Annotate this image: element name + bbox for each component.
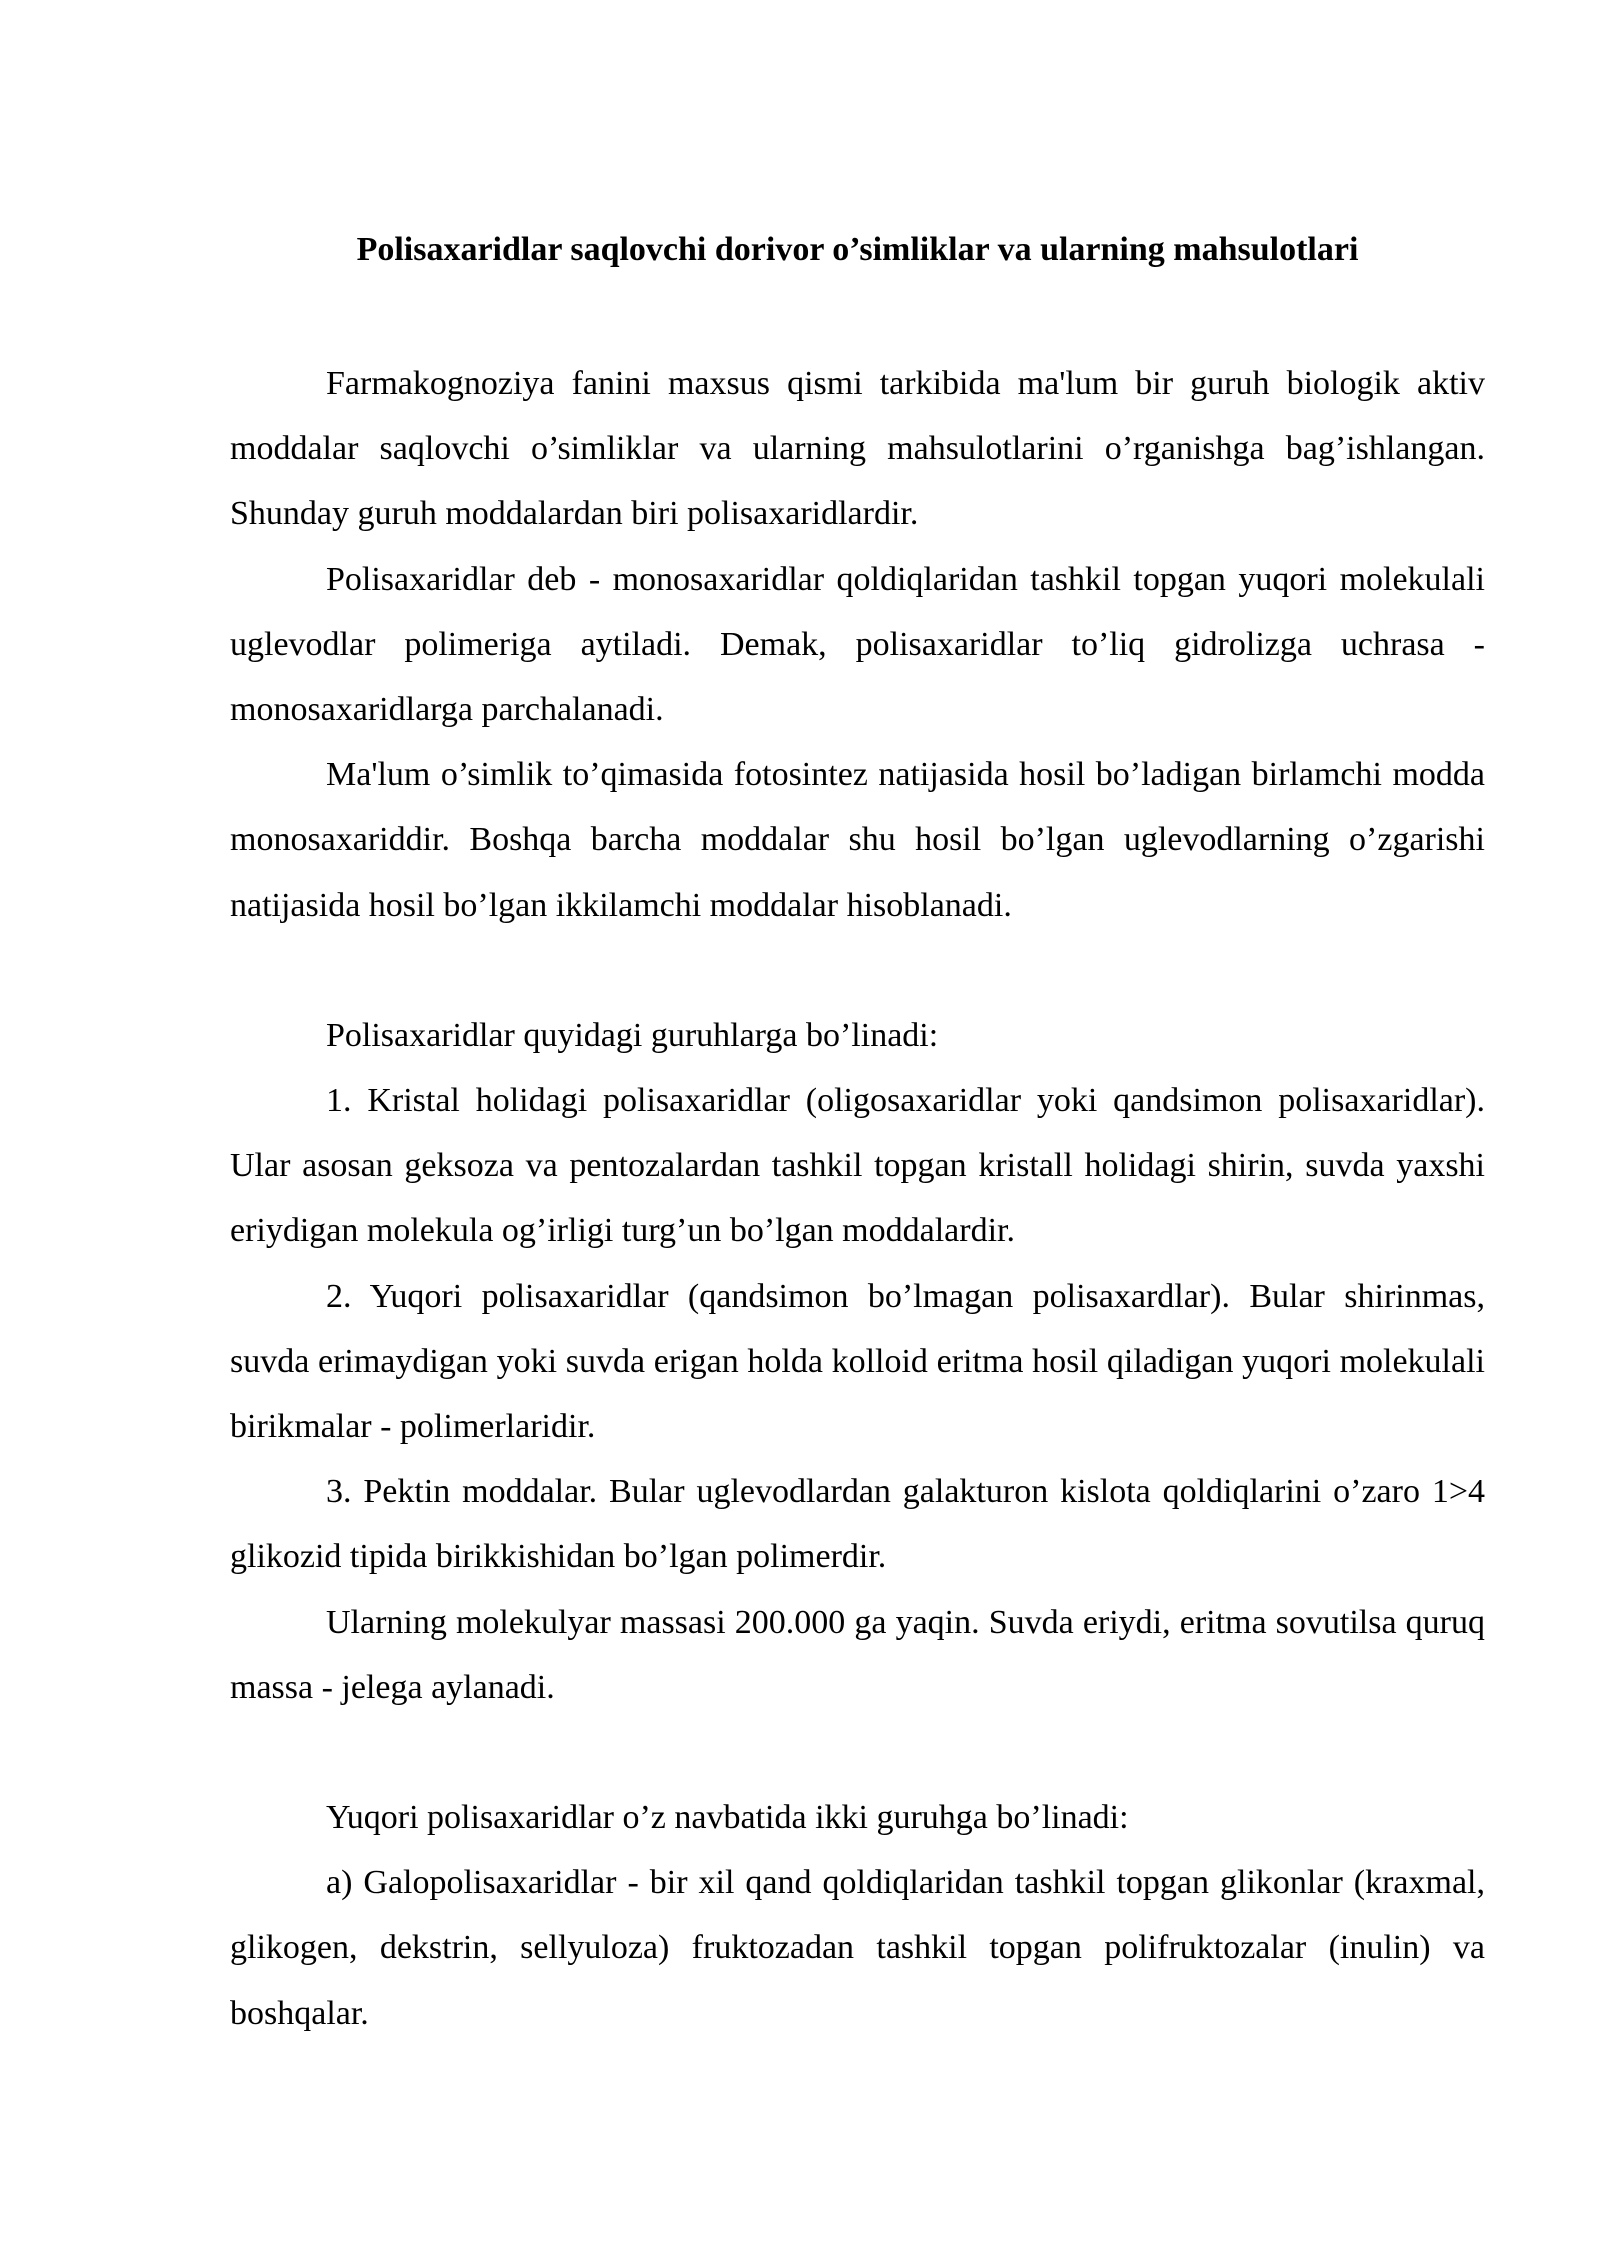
list-item-galopolysaccharides: a) Galopolisaxaridlar - bir xil qand qoldiqlaridan tashkil topgan glikonlar (kraxmal, glikogen, dekstrin, sellyuloza) fruktozadan tashkil topgan polifruktozalar (inulin) va boshqalar. [230,1864,1485,2032]
document-body [230,351,1485,2046]
paragraph-gap [230,938,1485,1003]
document-title: Polisaxaridlar saqlovchi dorivor o’simliklar va ularning mahsulotlari [356,231,1359,268]
list-item-crystal-polysaccharides: 1. Kristal holidagi polisaxaridlar (oligosaxaridlar yoki qandsimon polisaxaridlar). Ular asosan geksoza va pentozalardan tashkil topgan kristall holidagi shirin, suvda yaxshi eriydigan molekula og’irligi turg’un bo’lgan moddalardir. [230,1082,1485,1250]
paragraph-gap [230,1720,1485,1785]
list-item-higher-polysaccharides: 2. Yuqori polisaxaridlar (qandsimon bo’lmagan polisaxardlar). Bular shirinmas, suvda erimaydigan yoki suvda erigan holda kolloid eritma hosil qiladigan yuqori molekulali birikmalar - polimerlaridir. [230,1277,1485,1446]
list-item-pectin-substances: 3. Pektin moddalar. Bular uglevodlardan galakturon kislota qoldiqlarini o’zaro 1>4 glikozid tipida birikkishidan bo’lgan polimerdir. [230,1473,1485,1576]
paragraph-subgroups-heading: Yuqori polisaxaridlar o’z navbatida ikki guruhga bo’linadi: [326,1799,1129,1837]
paragraph-definition: Polisaxaridlar deb - monosaxaridlar qoldiqlaridan tashkil topgan yuqori molekulali uglevodlar polimeriga aytiladi. Demak, polisaxaridlar to’liq gidrolizga uchrasa - monosaxaridlarga parchalanadi. [230,560,1485,729]
paragraph-molecular-mass: Ularning molekulyar massasi 200.000 ga yaqin. Suvda eriydi, eritma sovutilsa quruq massa - jelega aylanadi. [230,1603,1485,1706]
paragraph-intro: Farmakognoziya fanini maxsus qismi tarkibida ma'lum bir guruh biologik aktiv moddalar saqlovchi o’simliklar va ularning mahsulotlarini o’rganishga bag’ishlangan. Shunday guruh moddalardan biri polisaxaridlardir. [230,365,1485,533]
paragraph-groups-heading: Polisaxaridlar quyidagi guruhlarga bo’linadi: [326,1016,939,1054]
paragraph-photosynthesis: Ma'lum o’simlik to’qimasida fotosintez natijasida hosil bo’ladigan birlamchi modda monosaxariddir. Boshqa barcha moddalar shu hosil bo’lgan uglevodlarning o’zgarishi natijasida hosil bo’lgan ikkilamchi moddalar hisoblanadi. [230,756,1485,924]
